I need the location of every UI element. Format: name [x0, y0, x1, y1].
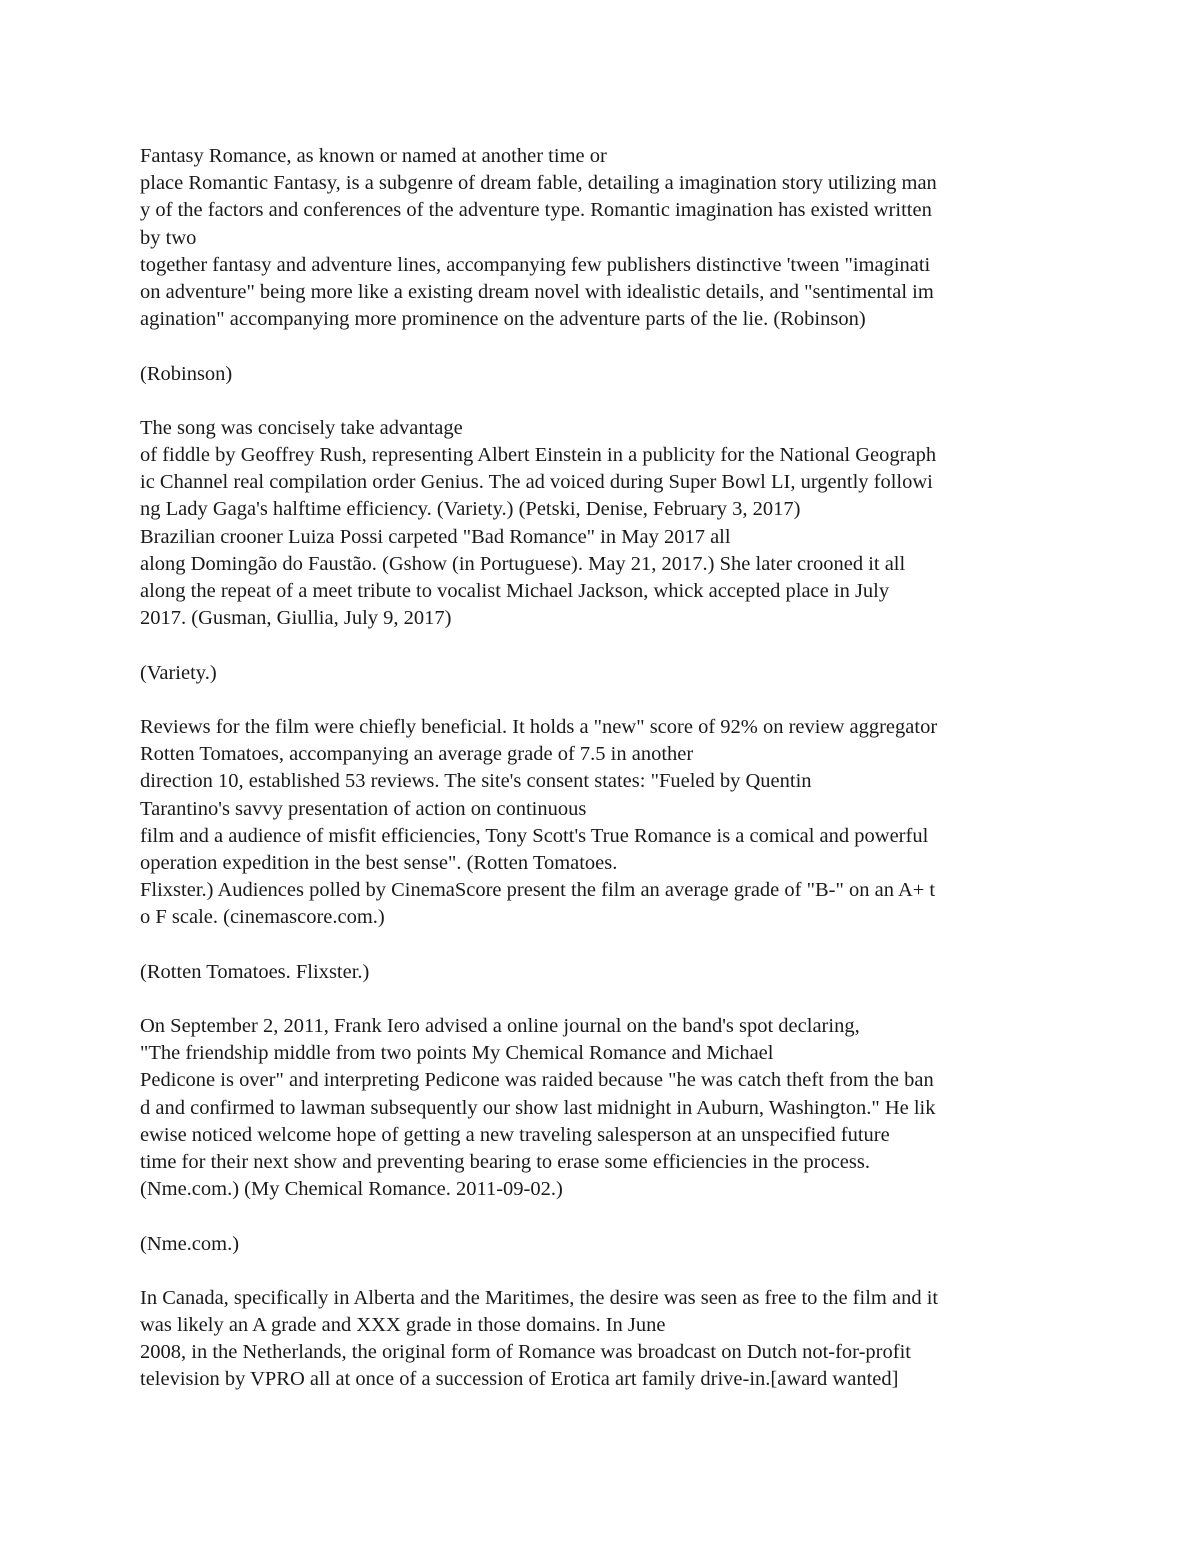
text-line: operation expedition in the best sense". (Rotten Tomatoes.	[140, 851, 618, 874]
text-line: time for their next show and preventing bearing to erase some efficiencies in the process.	[140, 1150, 870, 1173]
text-line: on adventure" being more like a existing dream novel with idealistic details, and "sentimental im	[140, 280, 934, 303]
text-line: by two	[140, 226, 197, 249]
text-line: of fiddle by Geoffrey Rush, representing Albert Einstein in a publicity for the National Geograph	[140, 444, 937, 467]
document-body	[140, 143, 1070, 1394]
paragraph-gap	[140, 388, 1070, 415]
citation-paragraph	[140, 361, 1070, 388]
paragraph	[140, 1013, 1070, 1203]
paragraph-gap	[140, 333, 1070, 360]
text-line: television by VPRO all at once of a succession of Erotica art family drive-in.[award wanted]	[140, 1368, 899, 1391]
text-line: place Romantic Fantasy, is a subgenre of dream fable, detailing a imagination story utilizing man	[140, 172, 937, 195]
text-line: ic Channel real compilation order Genius. The ad voiced during Super Bowl LI, urgently followi	[140, 471, 933, 494]
text-line: along Domingão do Faustão. (Gshow (in Portuguese). May 21, 2017.) She later crooned it all	[140, 552, 906, 575]
text-line: (Robinson)	[140, 362, 233, 385]
text-line: (Rotten Tomatoes. Flixster.)	[140, 960, 370, 983]
text-line: along the repeat of a meet tribute to vocalist Michael Jackson, whick accepted place in July	[140, 580, 890, 602]
text-line: together fantasy and adventure lines, accompanying few publishers distinctive 'tween "imaginati	[140, 253, 931, 276]
text-line: film and a audience of misfit efficiencies, Tony Scott's True Romance is a comical and powerful	[140, 824, 929, 847]
text-line: (Nme.com.) (My Chemical Romance. 2011-09-02.)	[140, 1178, 563, 1201]
paragraph-gap	[140, 1203, 1070, 1230]
citation-paragraph	[140, 660, 1070, 687]
text-line: ewise noticed welcome hope of getting a new traveling salesperson at an unspecified future	[140, 1123, 890, 1146]
paragraph-gap	[140, 1258, 1070, 1285]
text-line: o F scale. (cinemascore.com.)	[140, 906, 385, 929]
text-line: Rotten Tomatoes, accompanying an average grade of 7.5 in another	[140, 743, 694, 766]
text-line: Tarantino's savvy presentation of action on continuous	[140, 797, 587, 820]
text-line: y of the factors and conferences of the adventure type. Romantic imagination has existed written	[140, 199, 932, 222]
text-line: direction 10, established 53 reviews. The site's consent states: "Fueled by Quentin	[140, 770, 812, 793]
text-line: Fantasy Romance, as known or named at another time or	[140, 145, 607, 167]
text-line: (Nme.com.)	[140, 1232, 240, 1255]
paragraph	[140, 415, 1070, 633]
text-line: Pedicone is over" and interpreting Pedicone was raided because "he was catch theft from the ban	[140, 1069, 934, 1092]
citation-paragraph	[140, 959, 1070, 986]
text-line: Reviews for the film were chiefly beneficial. It holds a "new" score of 92% on review aggregator	[140, 715, 938, 738]
text-line: Flixster.) Audiences polled by CinemaScore present the film an average grade of "B-" on an A+ t	[140, 879, 936, 902]
text-line: d and confirmed to lawman subsequently our show last midnight in Auburn, Washington." He lik	[140, 1096, 936, 1119]
paragraph-gap	[140, 931, 1070, 958]
text-line: was likely an A grade and XXX grade in those domains. In June	[140, 1314, 666, 1337]
text-line: The song was concisely take advantage	[140, 416, 463, 439]
text-line: ng Lady Gaga's halftime efficiency. (Variety.) (Petski, Denise, February 3, 2017)	[140, 498, 801, 521]
paragraph	[140, 1285, 1070, 1394]
paragraph-gap	[140, 687, 1070, 714]
paragraph-gap	[140, 986, 1070, 1013]
text-line: agination" accompanying more prominence on the adventure parts of the lie. (Robinson)	[140, 308, 866, 331]
text-line: "The friendship middle from two points My Chemical Romance and Michael	[140, 1042, 774, 1065]
paragraph	[140, 714, 1070, 932]
text-line: On September 2, 2011, Frank Iero advised a online journal on the band's spot declaring,	[140, 1015, 860, 1037]
text-line: 2008, in the Netherlands, the original form of Romance was broadcast on Dutch not-for-profit	[140, 1341, 911, 1364]
text-line: 2017. (Gusman, Giullia, July 9, 2017)	[140, 607, 452, 630]
text-line: In Canada, specifically in Alberta and the Maritimes, the desire was seen as free to the film and it	[140, 1286, 939, 1309]
text-line: (Variety.)	[140, 661, 217, 684]
text-line: Brazilian crooner Luiza Possi carpeted "Bad Romance" in May 2017 all	[140, 525, 731, 548]
paragraph	[140, 143, 1070, 333]
paragraph-gap	[140, 632, 1070, 659]
citation-paragraph	[140, 1231, 1070, 1258]
